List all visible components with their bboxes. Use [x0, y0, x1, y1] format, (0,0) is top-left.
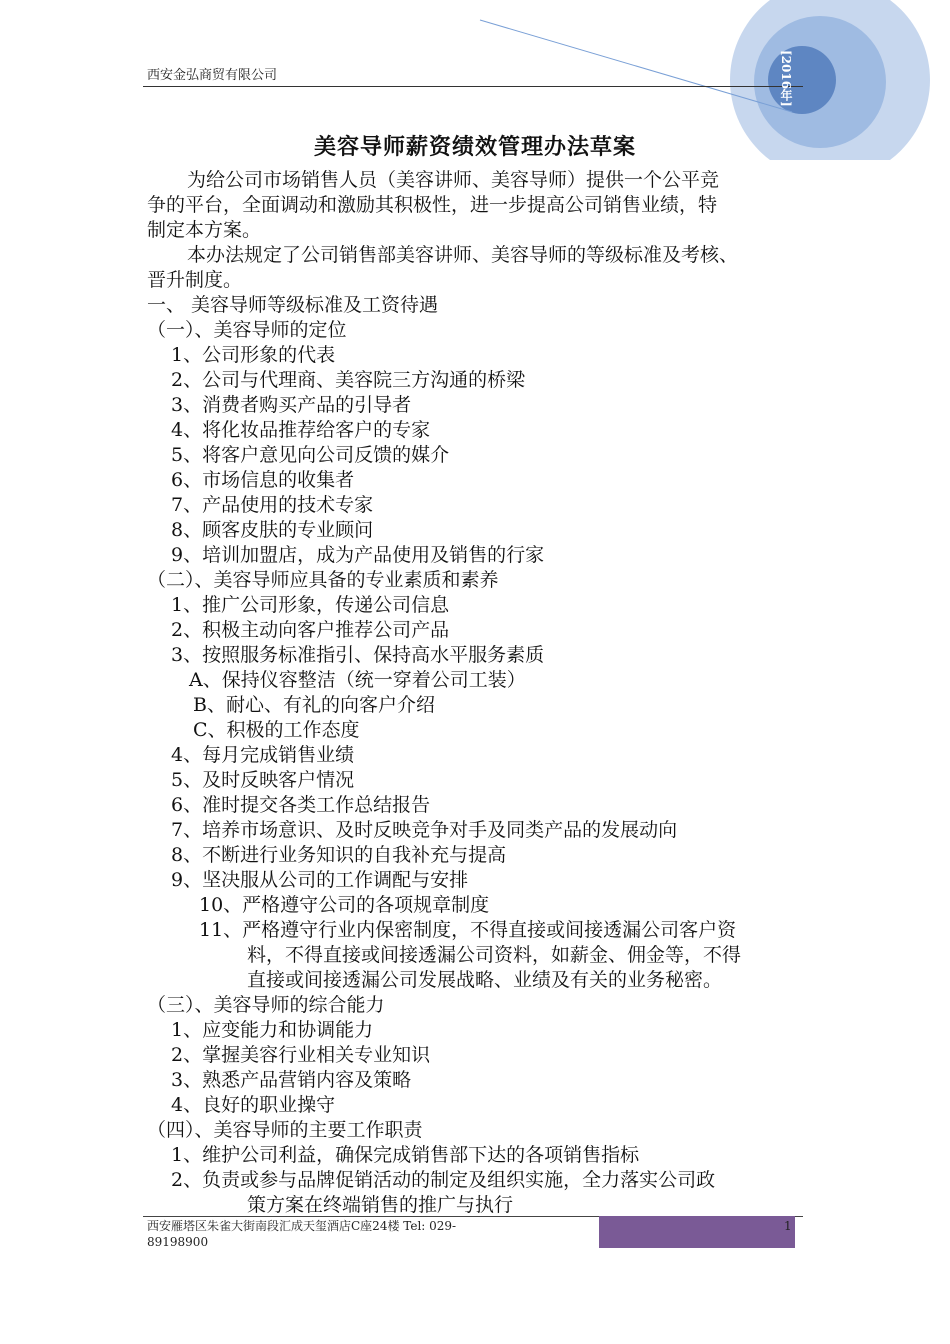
footer-address-line: 89198900 [147, 1235, 209, 1249]
subsection-heading: （三）、美容导师的综合能力 [147, 994, 385, 1016]
list-item: 6、准时提交各类工作总结报告 [171, 794, 431, 816]
sub-list-item: C、积极的工作态度 [193, 719, 360, 741]
list-item: 2、掌握美容行业相关专业知识 [171, 1044, 431, 1066]
list-item: 3、消费者购买产品的引导者 [171, 394, 412, 416]
list-item: 11、严格遵守行业内保密制度，不得直接或间接透漏公司客户资 [199, 919, 737, 941]
document-body [147, 168, 819, 1218]
list-item: 9、培训加盟店，成为产品使用及销售的行家 [171, 544, 545, 566]
sub-list-item: B、耐心、有礼的向客户介绍 [193, 694, 435, 716]
footer-color-bar [599, 1216, 795, 1248]
document-title: 美容导师薪资绩效管理办法草案 [313, 134, 636, 160]
intro-line: 为给公司市场销售人员（美容讲师、美容导师）提供一个公平竞 [187, 169, 720, 191]
list-item: 1、应变能力和协调能力 [171, 1019, 374, 1041]
list-item: 10、严格遵守公司的各项规章制度 [199, 894, 490, 916]
list-item: 9、坚决服从公司的工作调配与安排 [171, 869, 469, 891]
list-item: 1、公司形象的代表 [171, 344, 336, 366]
list-item: 8、不断进行业务知识的自我补充与提高 [171, 844, 507, 866]
section-heading: 一、 美容导师等级标准及工资待遇 [147, 294, 439, 316]
footer-address-line: 西安雁塔区朱雀大街南段汇成天玺酒店C座24楼 Tel: 029- [147, 1219, 457, 1233]
list-item: 6、市场信息的收集者 [171, 469, 355, 491]
list-item: 4、将化妆品推荐给客户的专家 [171, 419, 431, 441]
list-item: 5、将客户意见向公司反馈的媒介 [171, 444, 450, 466]
sub-list-item: A、保持仪容整洁（统一穿着公司工装） [189, 669, 526, 691]
page-number: 1 [784, 1219, 792, 1233]
list-item: 2、负责或参与品牌促销活动的制定及组织实施，全力落实公司政 [171, 1169, 716, 1191]
subsection-heading: （一）、美容导师的定位 [147, 319, 347, 341]
header-year-tag: [2016年] [779, 50, 793, 107]
list-item: 3、熟悉产品营销内容及策略 [171, 1069, 412, 1091]
footer-address [147, 1218, 527, 1250]
list-item: 8、顾客皮肤的专业顾问 [171, 519, 374, 541]
list-item: 1、维护公司利益，确保完成销售部下达的各项销售指标 [171, 1144, 640, 1166]
list-item: 4、每月完成销售业绩 [171, 744, 355, 766]
list-item: 7、培养市场意识、及时反映竞争对手及同类产品的发展动向 [171, 819, 678, 841]
intro-line: 本办法规定了公司销售部美容讲师、美容导师的等级标准及考核、 [187, 244, 739, 266]
list-item: 4、良好的职业操守 [171, 1094, 336, 1116]
intro-line: 制定本方案。 [147, 219, 262, 241]
subsection-heading: （二）、美容导师应具备的专业素质和素养 [147, 569, 499, 591]
header-company-name: 西安金弘商贸有限公司 [147, 68, 278, 83]
list-item: 2、公司与代理商、美容院三方沟通的桥梁 [171, 369, 526, 391]
list-item: 2、积极主动向客户推荐公司产品 [171, 619, 450, 641]
header-rule [143, 86, 803, 87]
list-item: 5、及时反映客户情况 [171, 769, 355, 791]
intro-line: 晋升制度。 [147, 269, 243, 291]
intro-line: 争的平台，全面调动和激励其积极性，进一步提高公司销售业绩，特 [147, 194, 718, 216]
list-item-continuation: 料，不得直接或间接透漏公司资料，如薪金、佣金等，不得 [247, 944, 742, 966]
list-item-continuation: 策方案在终端销售的推广与执行 [247, 1194, 514, 1216]
list-item-continuation: 直接或间接透漏公司发展战略、业绩及有关的业务秘密。 [247, 969, 723, 991]
list-item: 7、产品使用的技术专家 [171, 494, 374, 516]
list-item: 3、按照服务标准指引、保持高水平服务素质 [171, 644, 545, 666]
subsection-heading: （四）、美容导师的主要工作职责 [147, 1119, 423, 1141]
list-item: 1、推广公司形象，传递公司信息 [171, 594, 450, 616]
